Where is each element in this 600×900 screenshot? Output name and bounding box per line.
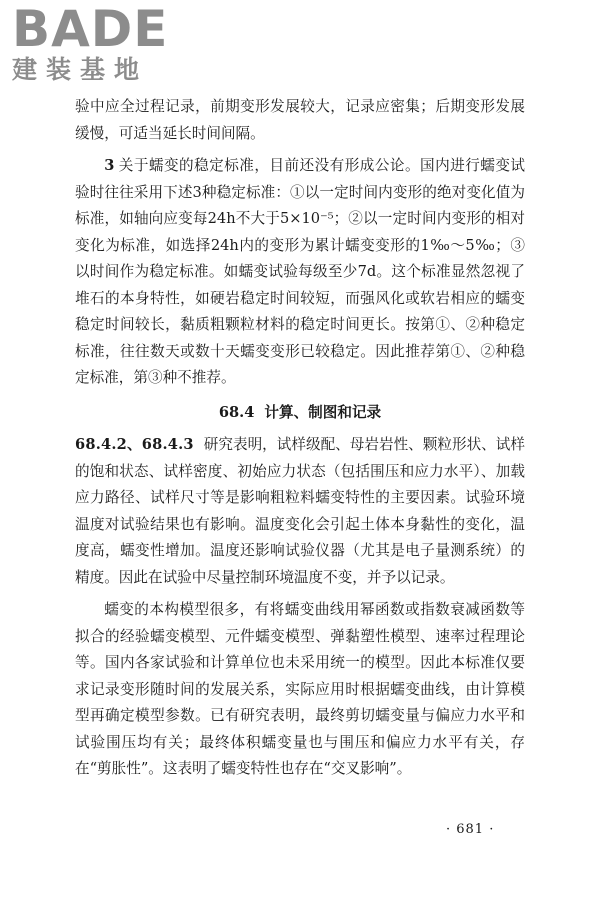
- section-heading: [75, 400, 525, 427]
- item-number: 3: [104, 157, 115, 174]
- logo-subtitle: 建装基地: [12, 55, 149, 84]
- page-number: · 681 ·: [446, 822, 495, 837]
- paragraph-stability-criteria: [75, 153, 525, 392]
- paragraph-continuation: 验中应全过程记录，前期变形发展较大，记录应密集；后期变形发展缓慢，可适当延长时间间隔。: [75, 98, 525, 142]
- site-logo: [12, 0, 182, 90]
- clause-number: 68.4.2、68.4.3: [75, 436, 194, 453]
- section-number: 68.4: [218, 403, 255, 421]
- paragraph-text: 研究表明，试样级配、母岩岩性、颗粒形状、试样的饱和状态、试样密度、初始应力状态（包括围压和应力水平）、加载应力路径、试样尺寸等是影响粗粒料蠕变特性的主要因素。试验环境温度对试验结果也有影响。温度变化会引起土体本身黏性的变化，温度高，蠕变性增加。温度还影响试验仪器（尤其是电子量测系统）的精度。因此在试验中尽量控制环境温度不变，并予以记录。: [75, 436, 525, 586]
- paragraph-constitutive-model: 蠕变的本构模型很多，有将蠕变曲线用幂函数或指数衰减函数等拟合的经验蠕变模型、元件蠕变模型、弹黏塑性模型、速率过程理论等。国内各家试验和计算单位也未采用统一的模型。因此本标准仅要求记录变形随时间的发展关系，实际应用时根据蠕变曲线，由计算模型再确定模型参数。已有研究表明，最终剪切蠕变量与偏应力水平和试验围压均有关；最终体积蠕变量也与围压和偏应力水平有关，存在“剪胀性”。这表明了蠕变特性也存在“交叉影响”。: [75, 601, 525, 777]
- section-title: 计算、制图和记录: [264, 403, 382, 421]
- paragraph-clause: [75, 432, 525, 591]
- document-body: [75, 94, 525, 783]
- logo-wordmark: BADE: [12, 0, 169, 58]
- paragraph-text: 关于蠕变的稳定标准，目前还没有形成公论。国内进行蠕变试验时往往采用下述3种稳定标准：①以一定时间内变形的绝对变化值为标准，如轴向应变每24h不大于5×10⁻⁵；②以一定时间内变形的相对变化为标准，如选择24h内的变形为累计蠕变变形的1‰～5‰；③以时间作为稳定标准。如蠕变试验每级至少7d。这个标准显然忽视了堆石的本身特性，如硬岩稳定时间较短，而强风化或软岩相应的蠕变稳定时间较长，黏质粗颗粒材料的稳定时间更长。按第①、②种稳定标准，往往数天或数十天蠕变变形已较稳定。因此推荐第①、②种稳定标准，第③种不推荐。: [75, 157, 525, 386]
